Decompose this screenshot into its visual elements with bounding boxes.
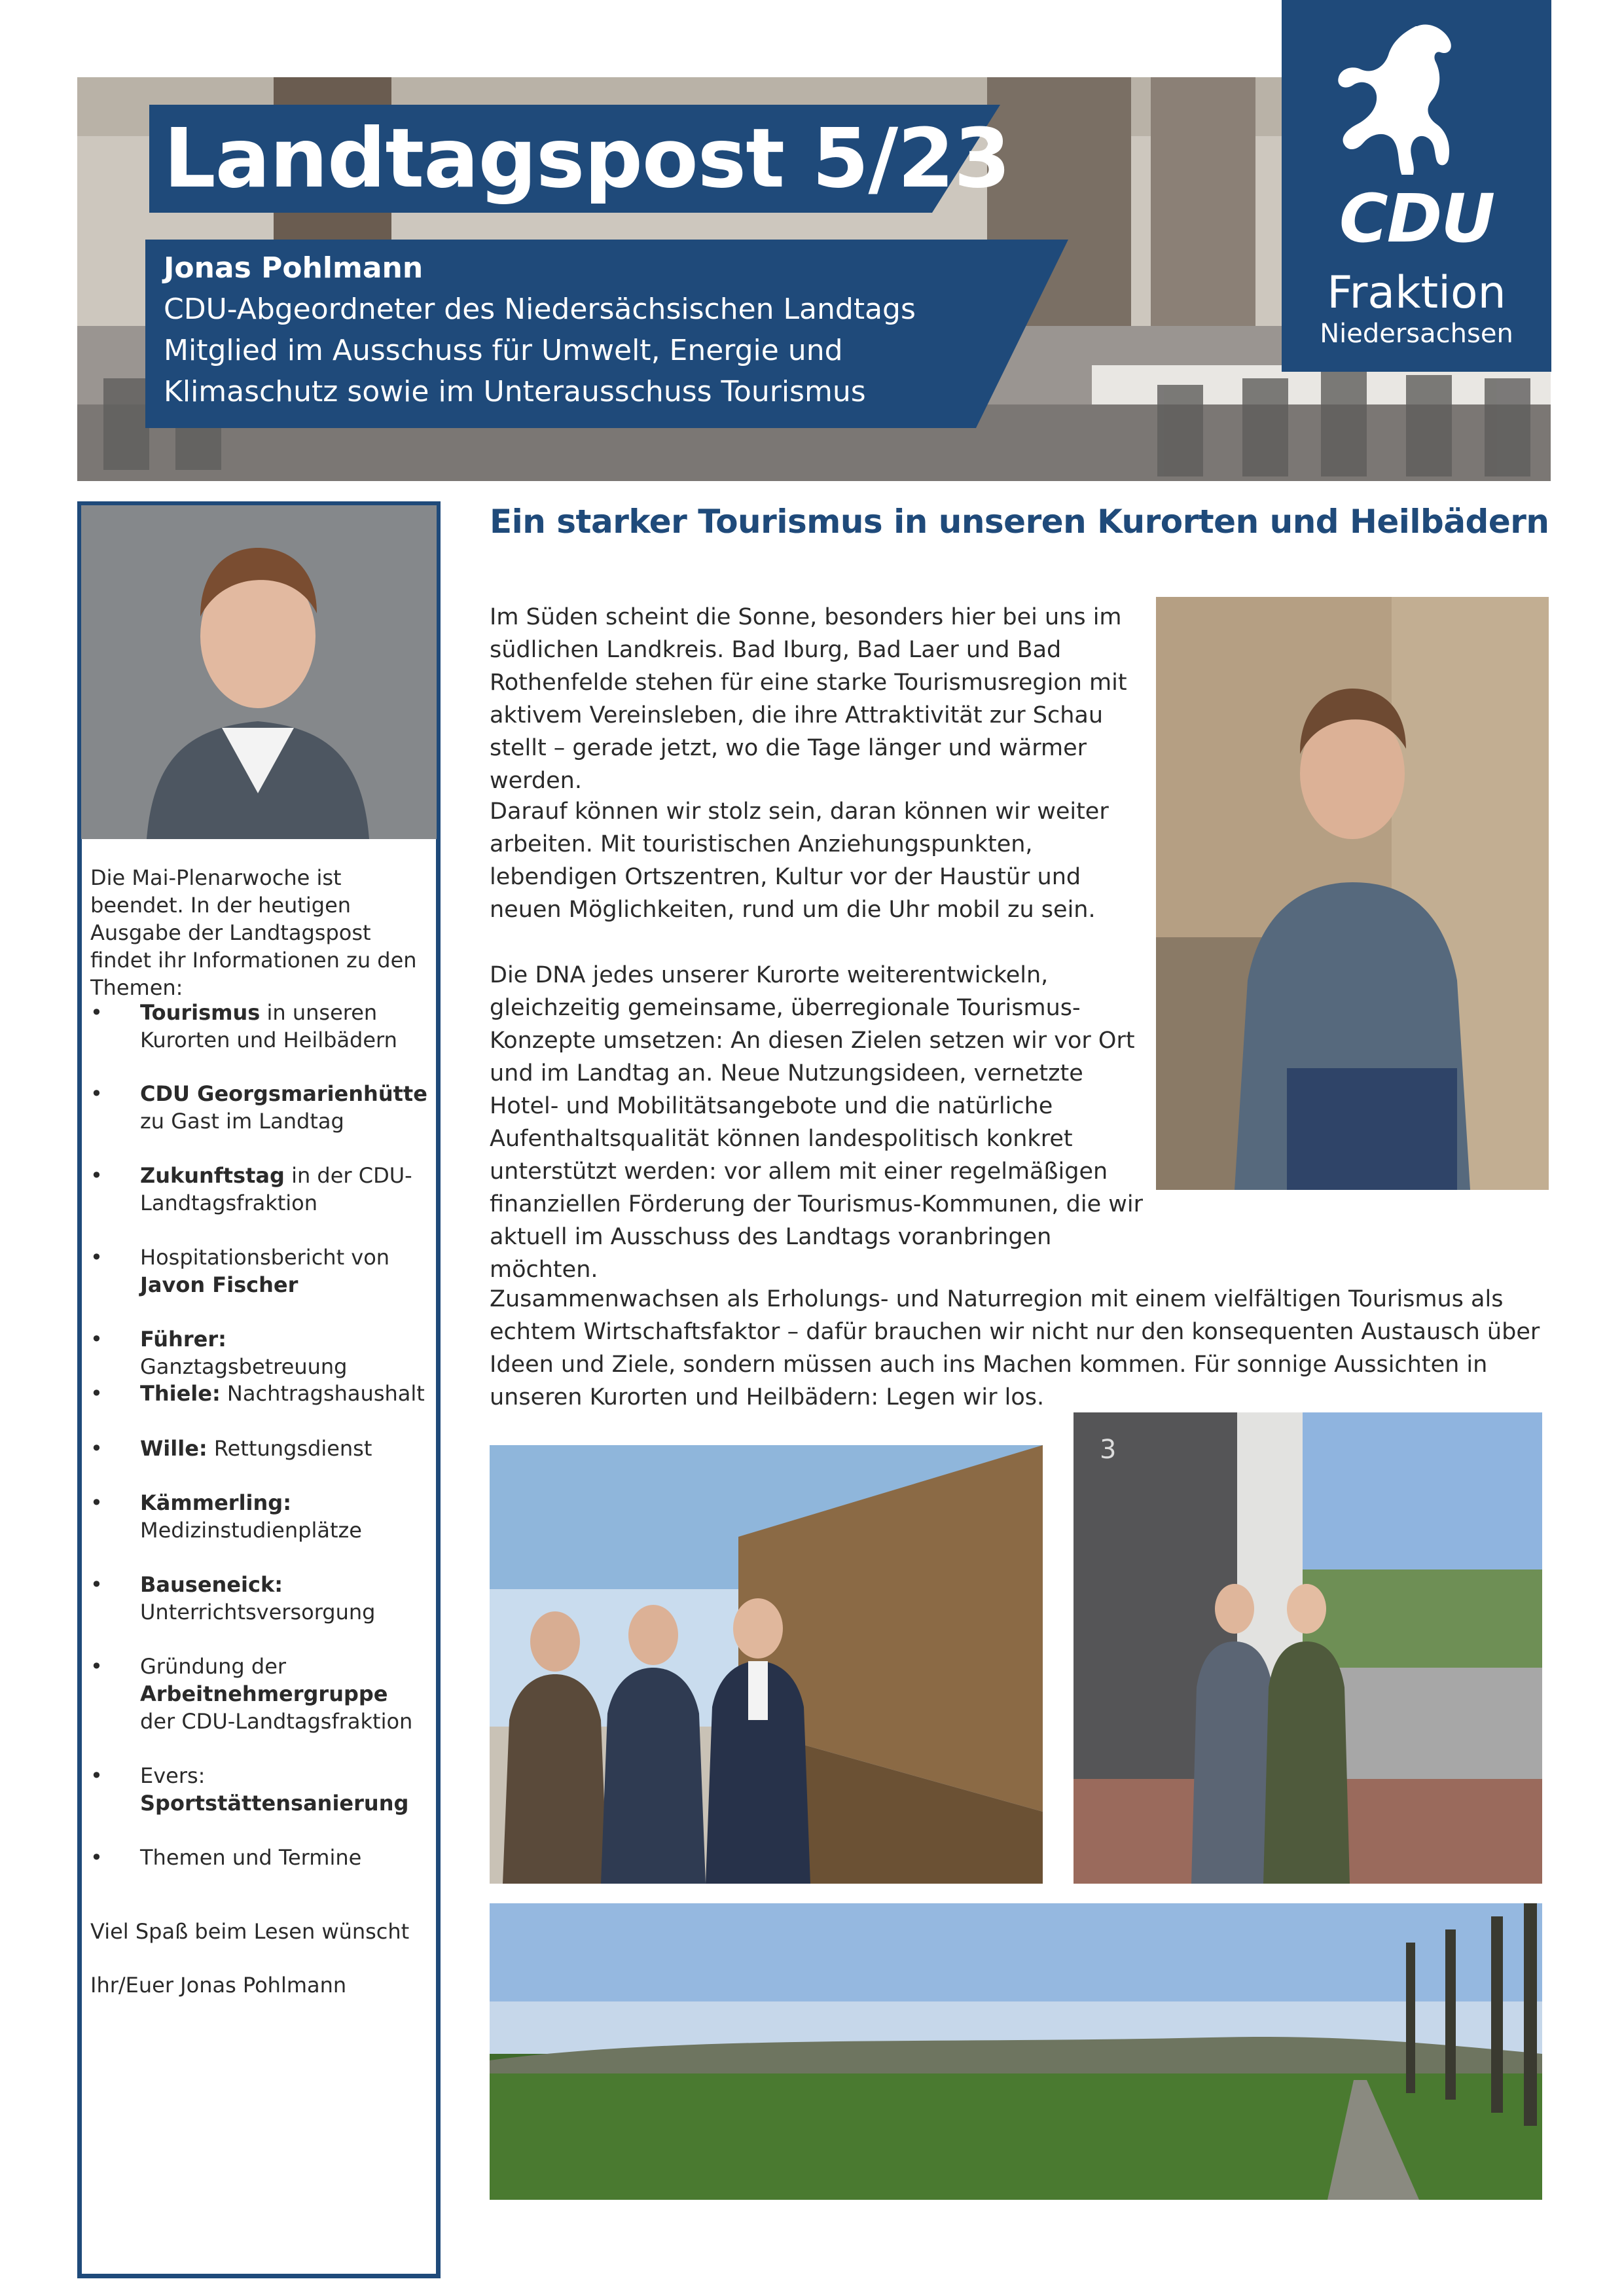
toc-item: • Bauseneick: Unterrichtsversorgung [90, 1572, 376, 1624]
toc-item: • Thiele: Nachtragshaushalt [90, 1381, 425, 1406]
toc-item: • Hospitationsbericht von Javon Fischer [90, 1245, 390, 1297]
article-paragraph: Zusammenwachsen als Erholungs- und Naturregion mit einem vielfältigen Tourismus als echtem Wirtschaftsfaktor – dafür brauchen wir nicht nur den konsequenten Austausch über Ideen und Ziele, sondern müssen auch ins Machen kommen. Für sonnige Aussichten in unseren Kurorten und Heilbädern: Legen wir los. [490, 1286, 1540, 1410]
article-photo-landscape [490, 1903, 1542, 2200]
bullet-icon: • [90, 1490, 103, 1515]
logo-fraktion-text: Fraktion [1327, 267, 1506, 319]
closing-line: Viel Spaß beim Lesen wünscht [90, 1919, 410, 1944]
bullet-icon: • [90, 1436, 103, 1461]
bullet-icon: • [90, 1081, 103, 1106]
bullet-icon: • [90, 1327, 103, 1352]
article-title: Ein starker Tourismus in unseren Kurorten und Heilbädern [490, 503, 1549, 541]
toc-item: • Themen und Termine [90, 1845, 362, 1870]
logo-cdu-text: CDU [1339, 180, 1494, 258]
bullet-icon: • [90, 1381, 103, 1406]
article-photo-portrait [1156, 597, 1549, 1190]
article-photo-building [1074, 1412, 1542, 1884]
toc-item: • Gründung der Arbeitnehmergruppe der CDU-Landtagsfraktion [90, 1654, 413, 1734]
article-paragraph: Darauf können wir stolz sein, daran können wir weiter arbeiten. Mit touristischen Anziehungspunkten, lebendigen Ortszentren, Kultur vor der Haustür und neuen Möglichkeiten, rund um die Uhr mobil zu sein. [490, 798, 1109, 923]
bullet-icon: • [90, 1000, 103, 1025]
toc-item: • Zukunftstag in der CDU-Landtagsfraktion [90, 1163, 412, 1215]
bullet-icon: • [90, 1845, 103, 1870]
author-portrait [81, 505, 437, 839]
toc-item: • Tourismus in unseren Kurorten und Heilbädern [90, 1000, 397, 1052]
article-photo-saline [490, 1445, 1043, 1884]
bullet-icon: • [90, 1245, 103, 1270]
closing-signature: Ihr/Euer Jonas Pohlmann [90, 1973, 347, 1998]
author-role-line: Mitglied im Ausschuss für Umwelt, Energie und [164, 334, 843, 367]
bullet-icon: • [90, 1654, 103, 1679]
article-paragraph: Die DNA jedes unserer Kurorte weiterentwickeln, gleichzeitig gemeinsame, überregionale Tourismus-Konzepte umsetzen: An diesen Zielen setzen wir vor Ort und im Landtag an. Neue Nutzungsideen, vernetzte Hotel- und Mobilitätsangebote und die natürliche Aufenthaltsqualität können landespolitisch konkret unterstützt werden: vor allem mit einer regelmäßigen finanziellen Förderung der Tourismus-Kommunen, die wir aktuell im Ausschuss des Landtags voranbringen möchten. [490, 962, 1143, 1283]
bullet-icon: • [90, 1163, 103, 1188]
author-role-line: Klimaschutz sowie im Unterausschuss Tourismus [164, 375, 866, 408]
toc-item: • Wille: Rettungsdienst [90, 1436, 372, 1461]
article-paragraph: Im Süden scheint die Sonne, besonders hier bei uns im südlichen Landkreis. Bad Iburg, Bad Laer und Bad Rothenfelde stehen für eine starke Tourismusregion mit aktivem Vereinsleben, die ihre Attraktivität zur Schau stellt – gerade jetzt, wo die Tage länger und wärmer werden. [490, 604, 1127, 794]
sidebar-intro: Die Mai-Plenarwoche ist beendet. In der heutigen Ausgabe der Landtagspost findet ihr Informationen zu den Themen: [90, 865, 417, 1000]
author-role-line: CDU-Abgeordneter des Niedersächsischen Landtags [164, 293, 916, 326]
bullet-icon: • [90, 1763, 103, 1788]
logo-region-text: Niedersachsen [1320, 319, 1513, 349]
bullet-icon: • [90, 1572, 103, 1597]
toc-item: • Evers: Sportstättensanierung [90, 1763, 409, 1816]
toc-item: • Führer: Ganztagsbetreuung [90, 1327, 348, 1379]
horse-icon [1319, 14, 1463, 175]
page-title: Landtagspost 5/23 [164, 111, 1011, 206]
toc-item: • Kämmerling: Medizinstudienplätze [90, 1490, 362, 1543]
toc-item: • CDU Georgsmarienhütte zu Gast im Landtag [90, 1081, 427, 1134]
author-name: Jonas Pohlmann [164, 251, 424, 285]
house-number: 3 [1100, 1435, 1117, 1465]
